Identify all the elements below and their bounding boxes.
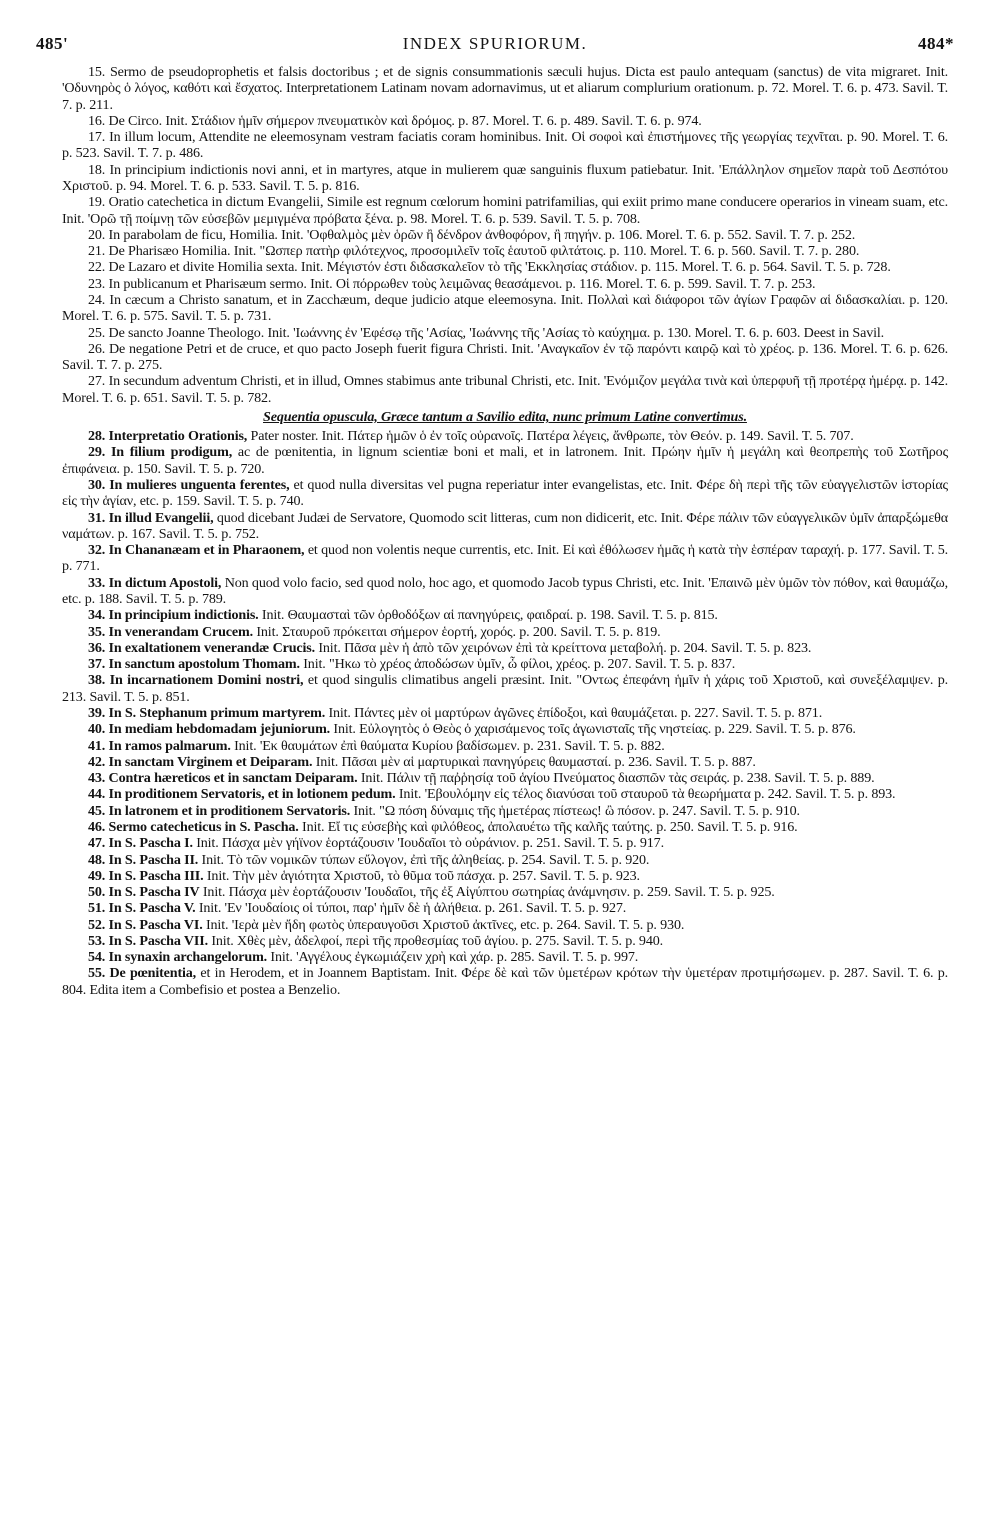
index-entry [62,64,948,113]
entry-text: 19. Oratio catechetica in dictum Evangelii, Simile est regnum cœlorum homini patrifamilias, qui exiit primo mane conducere operarios in vineam suam, etc. Init. 'Ορῶ τῇ ποίμνῃ τῶν εὐσεβῶν μεμιγμένα πρόβατα ξένα. p. 98. Morel. T. 6. p. 539. Savil. T. 5. p. 708. [62,194,948,227]
entry-title: 34. In principium indictionis. [88,607,259,624]
entry-text: 15. Sermo de pseudoprophetis et falsis doctoribus ; et de signis consummationis sæculi hujus. Dicta est paulo antequam (sanctus) de vita migraret. Init. 'Οδυνηρὸς ὁ λόγος, καθότι καὶ ἔσχατος. Interpretationem Latinam novam adornavimus, ut et aliarum complurium orationum. p. 72. Morel. T. 6. p. 473. Savil. T. 7. p. 211. [62,64,948,113]
index-entry [62,129,948,162]
entry-title: 42. In sanctam Virginem et Deiparam. [88,753,313,770]
index-entry [62,900,948,916]
index-entry [62,113,948,129]
entry-text: Init. Τὸ τῶν νομικῶν τύπων εὔλογον, ἐπὶ τῆς ἀληθείας. p. 254. Savil. T. 5. p. 920. [198,851,650,868]
entry-text: 23. In publicanum et Pharisæum sermo. Init. Οἱ πόρρωθεν τοὺς λειμῶνας θεασάμενοι. p. 116. Morel. T. 6. p. 599. Savil. T. 7. p. 253. [88,275,816,292]
entry-text: et quod nulla diversitas vel pugna reperiatur inter evangelistas, etc. Init. Φέρε δὴ περὶ τῆς τῶν εὐαγγελιστῶν ἱστορίας εἰς τὴν ἁγίαν, etc. p. 159. Savil. T. 5. p. 740. [62,477,948,510]
entry-title: 29. In filium prodigum, [88,444,233,461]
index-entry [62,868,948,884]
page-header [36,34,954,58]
entry-text: 22. De Lazaro et divite Homilia sexta. Init. Μέγιστόν ἐστι διδασκαλεῖον τὸ τῆς 'Εκκλησίας στάδιον. p. 115. Morel. T. 6. p. 564. Savil. T. 5. p. 728. [88,259,891,276]
entry-text: Init. Πάντες μὲν οἱ μαρτύρων ἀγῶνες ἐπίδοξοι, καὶ θαυμάζεται. p. 227. Savil. T. 5. p. 871. [325,704,823,721]
entry-title: 52. In S. Pascha VI. [88,916,203,933]
entry-text: Init. Πάλιν τῇ παῤῥησίᾳ τοῦ ἁγίου Πνεύματος διασπῶν τὰς σειράς. p. 238. Savil. T. 5. p. 889. [357,770,875,787]
entry-title: 28. Interpretatio Orationis, [88,428,248,445]
index-entry [62,510,948,543]
entry-text: quod dicebant Judæi de Servatore, Quomodo scit litteras, cum non didicerit, etc. Init. Φέρε πάλιν τῶν εὐαγγελικῶν ὑμῖν ἀπαρξώμεθα ναμάτων. p. 167. Savil. T. 5. p. 752. [62,509,949,542]
entry-text: Pater noster. Init. Πάτερ ἡμῶν ὁ ἐν τοῖς οὐρανοῖς. Πατέρα λέγεις, ἄνθρωπε, τὸν Θεόν. p. 149. Savil. T. 5. 707. [247,428,854,445]
index-entry [62,575,948,608]
entry-text: Init. Πάσχα μὲν γήϊνον ἑορτάζουσιν 'Ιουδαῖοι τὸ οὐράνιον. p. 251. Savil. T. 5. p. 917. [192,835,664,852]
entry-text: Init. Τὴν μὲν ἁγιότητα Χριστοῦ, τὸ θῦμα τοῦ πάσχα. p. 257. Savil. T. 5. p. 923. [203,867,640,884]
entry-title: 49. In S. Pascha III. [88,867,204,884]
index-entry [62,259,948,275]
index-entry [62,444,948,477]
entry-text: Non quod volo facio, sed quod nolo, hoc ago, et quomodo Jacob typus Christi, etc. Init. 'Επαινῶ μὲν ὑμῶν τὸν πόθον, καὶ θαυμάζω, etc. p. 188. Savil. T. 5. p. 789. [62,574,948,607]
entry-text: Init. Πᾶσα μὲν ἡ ἀπὸ τῶν χειρόνων ἐπὶ τὰ κρείττονα μεταβολή. p. 204. Savil. T. 5. p. 823. [314,639,812,656]
entry-title: 47. In S. Pascha I. [88,835,193,852]
index-entry [62,477,948,510]
entry-title: 53. In S. Pascha VII. [88,932,208,949]
index-entry [62,325,948,341]
entry-text: 25. De sancto Joanne Theologo. Init. 'Ιωάννης ἐν 'Εφέσῳ τῆς 'Ασίας, 'Ιωάννης τῆς 'Ασίας τὸ καύχημα. p. 130. Morel. T. 6. p. 603. Deest in Savil. [88,324,885,341]
index-entry [62,542,948,575]
entry-list-greek-latin [62,64,948,406]
index-entry [62,672,948,705]
index-body [62,64,948,998]
entry-text: Init. 'Εκ θαυμάτων ἐπὶ θαύματα Κυρίου βαδίσωμεν. p. 231. Savil. T. 5. p. 882. [230,737,665,754]
entry-text: Init. Χθὲς μὲν, ἀδελφοί, περὶ τῆς προθεσμίας τοῦ ἁγίου. p. 275. Savil. T. 5. p. 940. [207,932,664,949]
entry-title: 40. In mediam hebdomadam jejuniorum. [88,721,331,738]
entry-title: 37. In sanctum apostolum Thomam. [88,656,300,673]
entry-text: Init. Πάσχα μὲν ἑορτάζουσιν 'Ιουδαῖοι, τῆς ἐξ Αἰγύπτου σωτηρίας ἀνάμνησιν. p. 259. Savil. T. 5. p. 925. [199,884,775,901]
entry-text: 21. De Pharisæo Homilia. Init. "Ωσπερ πατὴρ φιλότεχνος, προσομιλεῖν τοῖς ἑαυτοῦ φιλτάτοις. p. 110. Morel. T. 6. p. 560. Savil. T. 7. p. 280. [88,243,860,260]
index-entry [62,786,948,802]
index-entry [62,656,948,672]
entry-text: Init. Εἴ τις εὐσεβὴς καὶ φιλόθεος, ἀπολαυέτω τῆς καλῆς ταύτης. p. 250. Savil. T. 5. p. 916. [298,818,798,835]
entry-title: 36. In exaltationem venerandæ Crucis. [88,639,315,656]
entry-title: 48. In S. Pascha II. [88,851,199,868]
entry-text: Init. 'Ιερὰ μὲν ἤδη φωτὸς ὑπεραυγοῦσι Χριστοῦ ἀκτῖνες, etc. p. 264. Savil. T. 5. p. 930. [202,916,685,933]
index-entry [62,194,948,227]
entry-text: 16. De Circo. Init. Στάδιον ἡμῖν σήμερον πνευματικὸν καὶ δρόμος. p. 87. Morel. T. 6. p. 489. Savil. T. 6. p. 974. [88,112,702,129]
index-entry [62,341,948,374]
entry-title: 50. In S. Pascha IV [88,884,200,901]
index-entry [62,705,948,721]
entry-text: 18. In principium indictionis novi anni, et in martyres, atque in mulierem quæ sanguinis fluxum patiebatur. Init. 'Επάλληλον σημεῖον παρὰ τοῦ Δεσπότου Χριστοῦ. p. 94. Morel. T. 6. p. 533. Savil. T. 5. p. 816. [62,161,948,194]
entry-text: et quod non volentis neque currentis, etc. Init. Εἰ καὶ ἐθόλωσεν ἡμᾶς ἡ κατὰ τὴν ἑσπέραν ταραχή. p. 177. Savil. T. 5. p. 771. [62,542,948,575]
index-entry [62,754,948,770]
index-entry [62,835,948,851]
index-entry [62,373,948,406]
index-entry [62,276,948,292]
entry-text: et quod singulis climatibus angeli præsint. Init. "Οντως ἐπεφάνη ἡμῖν ἡ χάρις τοῦ Χριστοῦ, καὶ συνεξέλαμψεν. p. 213. Savil. T. 5. p. 851. [62,672,948,705]
index-entry [62,965,948,998]
section-heading: Sequentia opuscula, Græce tantum a Savilio edita, nunc primum Latine convertimus. [263,408,747,425]
entry-title: 35. In venerandam Crucem. [88,623,253,640]
entry-text: Init. 'Εβουλόμην εἰς τέλος διανύσαι τοῦ σταυροῦ τὰ θεωρήματα p. 242. Savil. T. 5. p. 893. [395,786,896,803]
page-number-left: 485' [36,34,69,53]
entry-title: 41. In ramos palmarum. [88,737,231,754]
index-entry [62,770,948,786]
entry-title: 38. In incarnationem Domini nostri, [88,672,304,689]
index-entry [62,721,948,737]
entry-title: 46. Sermo catecheticus in S. Pascha. [88,818,299,835]
entry-list-savil-only [62,428,948,998]
index-entry [62,292,948,325]
entry-text: Init. Εὐλογητὸς ὁ Θεὸς ὁ χαρισάμενος τοῖς ἀγωνισταῖς τῆς νηστείας. p. 229. Savil. T. 5. p. 876. [330,721,856,738]
entry-text: ac de pœnitentia, in lignum scientiæ boni et mali, et in latronem. Init. Πρώην ἡμῖν ἡ μεγάλη καὶ θεοπρεπὴς τοῦ Σωτῆρος ἐπιφάνεια. p. 150. Savil. T. 5. p. 720. [62,444,948,477]
index-entry [62,227,948,243]
entry-text: et in Herodem, et in Joannem Baptistam. Init. Φέρε δὲ καὶ τῶν ὑμετέρων κρότων τὴν ὑμετέραν προτιμήσωμεν. p. 287. Savil. T. 6. p. 804. Edita item a Combefisio et postea a Benzelio. [62,965,949,998]
entry-title: 54. In synaxin archangelorum. [88,949,268,966]
index-entry [62,243,948,259]
index-entry [62,917,948,933]
running-title: INDEX SPURIORUM. [402,34,588,53]
entry-title: 51. In S. Pascha V. [88,900,196,917]
entry-text: Init. 'Αγγέλους ἐγκωμιάζειν χρὴ καὶ χάρ. p. 285. Savil. T. 5. p. 997. [267,949,639,966]
entry-title: 32. In Chananæam et in Pharaonem, [88,542,305,559]
index-entry [62,949,948,965]
index-entry [62,640,948,656]
entry-title: 55. De pœnitentia, [88,965,197,982]
entry-text: Init. Θαυμασταὶ τῶν ὀρθοδόξων αἱ πανηγύρεις, φαιδραί. p. 198. Savil. T. 5. p. 815. [258,607,718,624]
index-entry [62,624,948,640]
entry-text: 20. In parabolam de ficu, Homilia. Init. 'Οφθαλμὸς μὲν ὁρῶν ἢ δένδρον ἀνθοφόρον, ἢ πηγήν. p. 106. Morel. T. 6. p. 552. Savil. T. 7. p. 252. [88,226,856,243]
index-entry [62,803,948,819]
entry-title: 45. In latronem et in proditionem Servatoris. [88,802,351,819]
entry-text: 27. In secundum adventum Christi, et in illud, Omnes stabimus ante tribunal Christi, etc. Init. 'Ενόμιζον μεγάλα τινὰ καὶ ὑπερφυῆ τῇ προτέρᾳ ἡμέρᾳ. p. 142. Morel. T. 6. p. 651. Savil. T. 5. p. 782. [62,373,948,406]
index-entry [62,852,948,868]
page-number-right: 484* [918,34,954,53]
index-entry [62,162,948,195]
entry-text: 17. In illum locum, Attendite ne eleemosynam vestram faciatis coram hominibus. Init. Οἱ σοφοὶ καὶ ἐπιστήμονες τῆς γεωργίας τεχνῖται. p. 90. Morel. T. 6. p. 523. Savil. T. 7. p. 486. [62,129,948,162]
index-entry [62,428,948,444]
entry-title: 39. In S. Stephanum primum martyrem. [88,704,326,721]
index-entry [62,738,948,754]
index-entry [62,884,948,900]
entry-text: Init. "Ω πόση δύναμις τῆς ἡμετέρας πίστεως! ὢ πόσον. p. 247. Savil. T. 5. p. 910. [350,802,800,819]
entry-text: 24. In cæcum a Christo sanatum, et in Zacchæum, deque judicio atque eleemosyna. Init. Πολλαὶ καὶ διάφοροι τῶν ἁγίων Γραφῶν αἱ διδασκαλίαι. p. 120. Morel. T. 6. p. 575. Savil. T. 5. p. 731. [62,291,948,325]
entry-text: Init. 'Εν 'Ιουδαίοις οἱ τύποι, παρ' ἡμῖν δὲ ἡ ἀλήθεια. p. 261. Savil. T. 5. p. 927. [195,900,627,917]
entry-text: Init. "Ηκω τὸ χρέος ἀποδώσων ὑμῖν, ὦ φίλοι, χρέος. p. 207. Savil. T. 5. p. 837. [299,656,736,673]
index-entry [62,933,948,949]
entry-text: Init. Πᾶσαι μὲν αἱ μαρτυρικαὶ πανηγύρεις θαυμασταί. p. 236. Savil. T. 5. p. 887. [312,753,756,770]
entry-text: 26. De negatione Petri et de cruce, et quo pacto Joseph fuerit figura Christi. Init. 'Αναγκαῖον ἐν τῷ παρόντι καιρῷ καὶ τὸ χρέος. p. 136. Morel. T. 6. p. 626. Savil. T. 7. p. 275. [62,340,948,374]
entry-text: Init. Σταυροῦ πρόκειται σήμερον ἑορτή, χορός. p. 200. Savil. T. 5. p. 819. [252,623,661,640]
entry-title: 30. In mulieres unguenta ferentes, [88,477,290,494]
index-entry [62,607,948,623]
entry-title: 43. Contra hæreticos et in sanctam Deiparam. [88,770,358,787]
entry-title: 44. In proditionem Servatoris, et in lotionem pedum. [88,786,396,803]
entry-title: 31. In illud Evangelii, [88,509,214,526]
entry-title: 33. In dictum Apostoli, [88,574,222,591]
index-entry [62,819,948,835]
